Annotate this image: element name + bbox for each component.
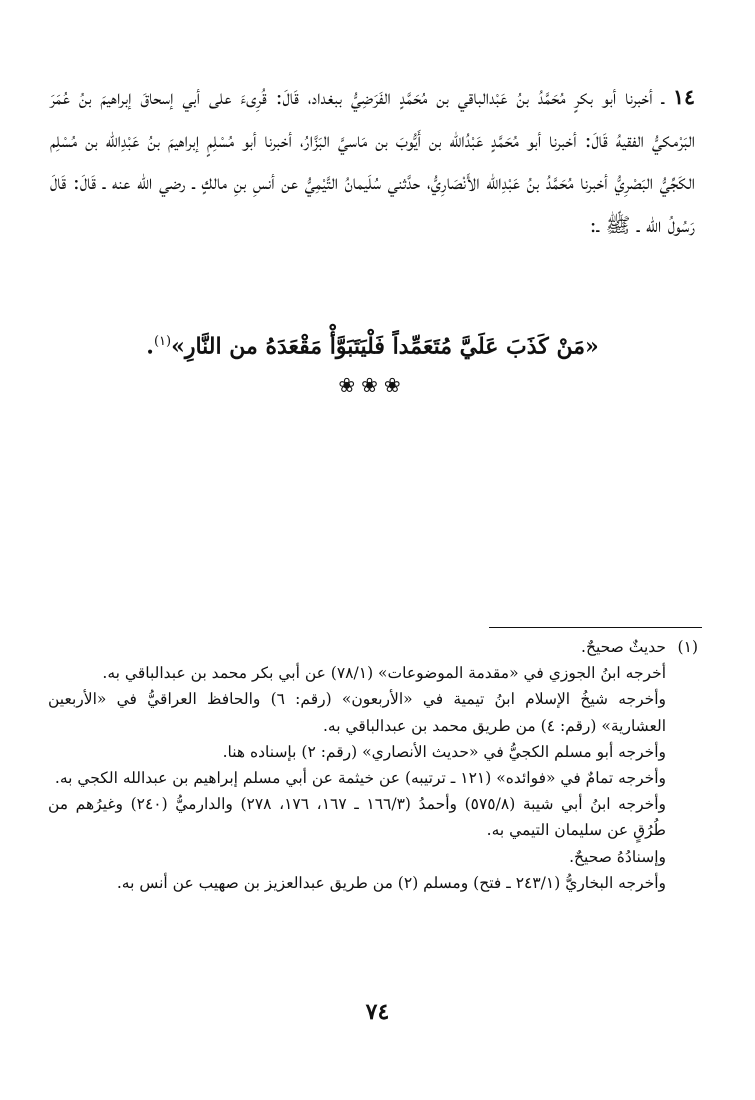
footnote-item	[48, 634, 698, 896]
footnote-line: حديثٌ صحيحٌ.	[581, 638, 666, 656]
hadith-isnad: ـ أخبرنا أبو بكرٍ مُحَمَّدُ بنُ عَبْدالباقي بن مُحَمَّدٍ الفَرَضِيُّ ببغداد، قَالَ: قُرِىءَ على أبي إسحاقَ إبراهيمَ بنُ عُمَرَ البَرْمكيُّ الفقيهُ قَالَ: أخبرنا أبو مُحَمَّدٍ عَبْدُالله بن أَيُّوبَ بن مَاسيَّ البَزَّارُ، أخبرنا أبو مُسْلِمٍ إبراهيمَ بنُ عَبْدِالله بن مُسْلِم الكَجِّيُّ البَصْرِيُّ أخبرنا مُحَمَّدُ بنُ عَبْدِالله الأَنْصَارِيُّ، حدَّثني سُلَيمانُ التَّيْمِيُّ عن أنسِ بنِ مالكٍ ـ رضي الله عنه ـ قَالَ: قَالَ رَسُولُ الله ـ ﷺ ـ:	[50, 85, 695, 237]
section-ornament: ❀❀❀	[338, 373, 407, 397]
hadith-matn	[50, 322, 695, 366]
footnote-line: وأخرجه شيخُ الإسلام ابنُ تيمية في «الأربعون» (رقم: ٦) والحافظ العراقيُّ في «الأربعين العشارية» (رقم: ٤) من طريق محمد بن عبدالباقي به.	[48, 690, 667, 735]
footnote-line: وأخرجه البخاريُّ (٢٤٣/١ ـ فتح) ومسلم (٢) من طريق عبدالعزيز بن صهيب عن أنس به.	[116, 873, 666, 892]
footnote-divider	[489, 627, 702, 628]
hadith-isnad-paragraph	[50, 76, 695, 246]
footnotes	[48, 634, 698, 896]
footnote-number: (١)	[677, 638, 698, 656]
footnote-line: أخرجه ابنُ الجوزي في «مقدمة الموضوعات» (٧٨/١) عن أبي بكر محمد بن عبدالباقي به.	[102, 664, 666, 683]
hadith-matn-text: «مَنْ كَذَبَ عَلَيَّ مُتَعَمِّداً فَلْيَتَبَوَّأْ مَقْعَدَهُ من النَّارِ»	[171, 333, 599, 360]
footnote-line: وإسنادُهُ صحيحٌ.	[569, 847, 666, 866]
hadith-text	[50, 76, 695, 246]
footnote-line: وأخرجه أبو مسلم الكجيُّ في «حديث الأنصاري» (رقم: ٢) بإسناده هنا.	[222, 742, 666, 761]
footnote-reference: (١)	[153, 334, 172, 349]
footnote-line: وأخرجه ابنُ أبي شيبة (٥٧٥/٨) وأحمدُ (١٦٦/٣ ـ ١٦٧، ١٧٦، ٢٧٨) والدارميُّ (٢٤٠) وغيرُهم من طُرُقٍ عن سليمان التيمي به.	[48, 795, 666, 840]
footnote-body	[48, 634, 666, 896]
hadith-matn-end: .	[146, 333, 154, 360]
page-number: ٧٤	[365, 999, 390, 1025]
hadith-number: ١٤	[672, 85, 695, 109]
footnote-line: وأخرجه تمامٌ في «فوائده» (١٢١ ـ ترتيبه) عن خيثمة عن أبي مسلم إبراهيم بن عبدالله الكجي به.	[54, 769, 666, 788]
